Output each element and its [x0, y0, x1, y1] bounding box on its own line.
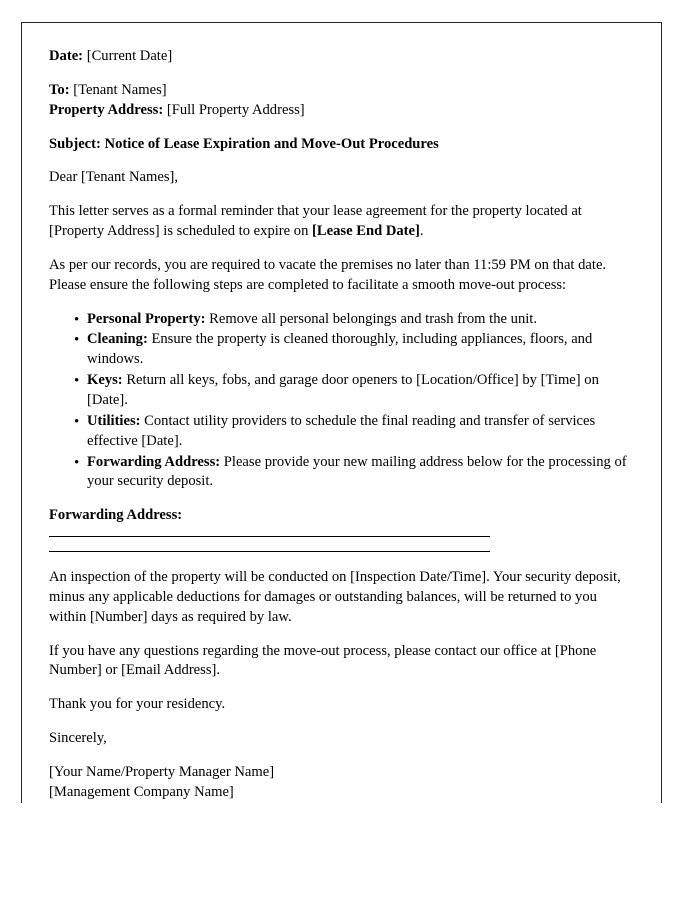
- date-value: [Current Date]: [86, 48, 173, 64]
- step-label: Keys:: [87, 372, 123, 389]
- list-item: [49, 453, 636, 493]
- signature-name: [Your Name/Property Manager Name]: [49, 763, 275, 780]
- list-item: [49, 310, 636, 330]
- step-label: Personal Property:: [87, 310, 206, 327]
- recipient-block: [49, 81, 636, 121]
- move-out-steps-list: [49, 310, 636, 493]
- subject-line: [49, 135, 636, 155]
- forwarding-address-rule-2[interactable]: [49, 551, 490, 552]
- forwarding-address-write-in-area[interactable]: [49, 536, 636, 552]
- intro-text-before: This letter serves as a formal reminder that your lease agreement for the property located at [Property Address] is scheduled to expire on: [49, 203, 582, 240]
- list-item: [49, 330, 636, 370]
- thanks-paragraph: Thank you for your residency.: [49, 696, 226, 713]
- signature-block: [49, 763, 636, 803]
- salutation: Dear [Tenant Names],: [49, 169, 179, 186]
- property-address-value: [Full Property Address]: [166, 101, 305, 118]
- list-item: [49, 371, 636, 411]
- forwarding-address-heading: [49, 506, 636, 526]
- questions-paragraph: If you have any questions regarding the move-out process, please contact our office at [Phone Number] or [Email Address].: [49, 642, 597, 679]
- letter-page: [21, 22, 662, 803]
- to-line: [49, 81, 636, 101]
- letter-content: [49, 47, 636, 817]
- step-label: Cleaning:: [87, 331, 148, 348]
- closing: Sincerely,: [49, 730, 107, 747]
- date-label: Date:: [49, 48, 84, 64]
- date-line: [49, 47, 636, 67]
- forwarding-address-heading-text: Forwarding Address:: [49, 507, 183, 524]
- intro-paragraph: [49, 202, 636, 242]
- step-text: Return all keys, fobs, and garage door openers to [Location/Office] by [Time] on [Date].: [87, 372, 599, 408]
- list-item: [49, 412, 636, 452]
- forwarding-address-rule-1[interactable]: [49, 536, 490, 537]
- to-value: [Tenant Names]: [73, 81, 167, 98]
- inspection-paragraph: An inspection of the property will be conducted on [Inspection Date/Time]. Your security deposit, minus any applicable deductions for damages or outstanding balances, will be returned to you within [Number] days as required by law.: [49, 569, 621, 625]
- step-label: Forwarding Address:: [87, 453, 221, 470]
- signature-company: [Management Company Name]: [49, 783, 234, 800]
- intro-text-after: .: [419, 223, 424, 240]
- step-text: Please provide your new mailing address below for the processing of your security deposit.: [87, 453, 627, 490]
- step-text: Ensure the property is cleaned thoroughly, including appliances, floors, and windows.: [87, 331, 593, 368]
- property-address-line: [49, 101, 636, 121]
- lease-end-date-emphasis: [Lease End Date]: [312, 223, 420, 240]
- step-text: Remove all personal belongings and trash from the unit.: [205, 310, 538, 327]
- vacate-paragraph: As per our records, you are required to vacate the premises no later than 11:59 PM on that date. Please ensure the following steps are completed to facilitate a smooth move-out process:: [49, 256, 607, 293]
- step-label: Utilities:: [87, 412, 141, 429]
- step-text: Contact utility providers to schedule the final reading and transfer of services effective [Date].: [87, 412, 596, 449]
- subject-text: Subject: Notice of Lease Expiration and Move-Out Procedures: [49, 135, 439, 152]
- property-address-label: Property Address:: [49, 101, 164, 118]
- to-label: To:: [49, 81, 70, 98]
